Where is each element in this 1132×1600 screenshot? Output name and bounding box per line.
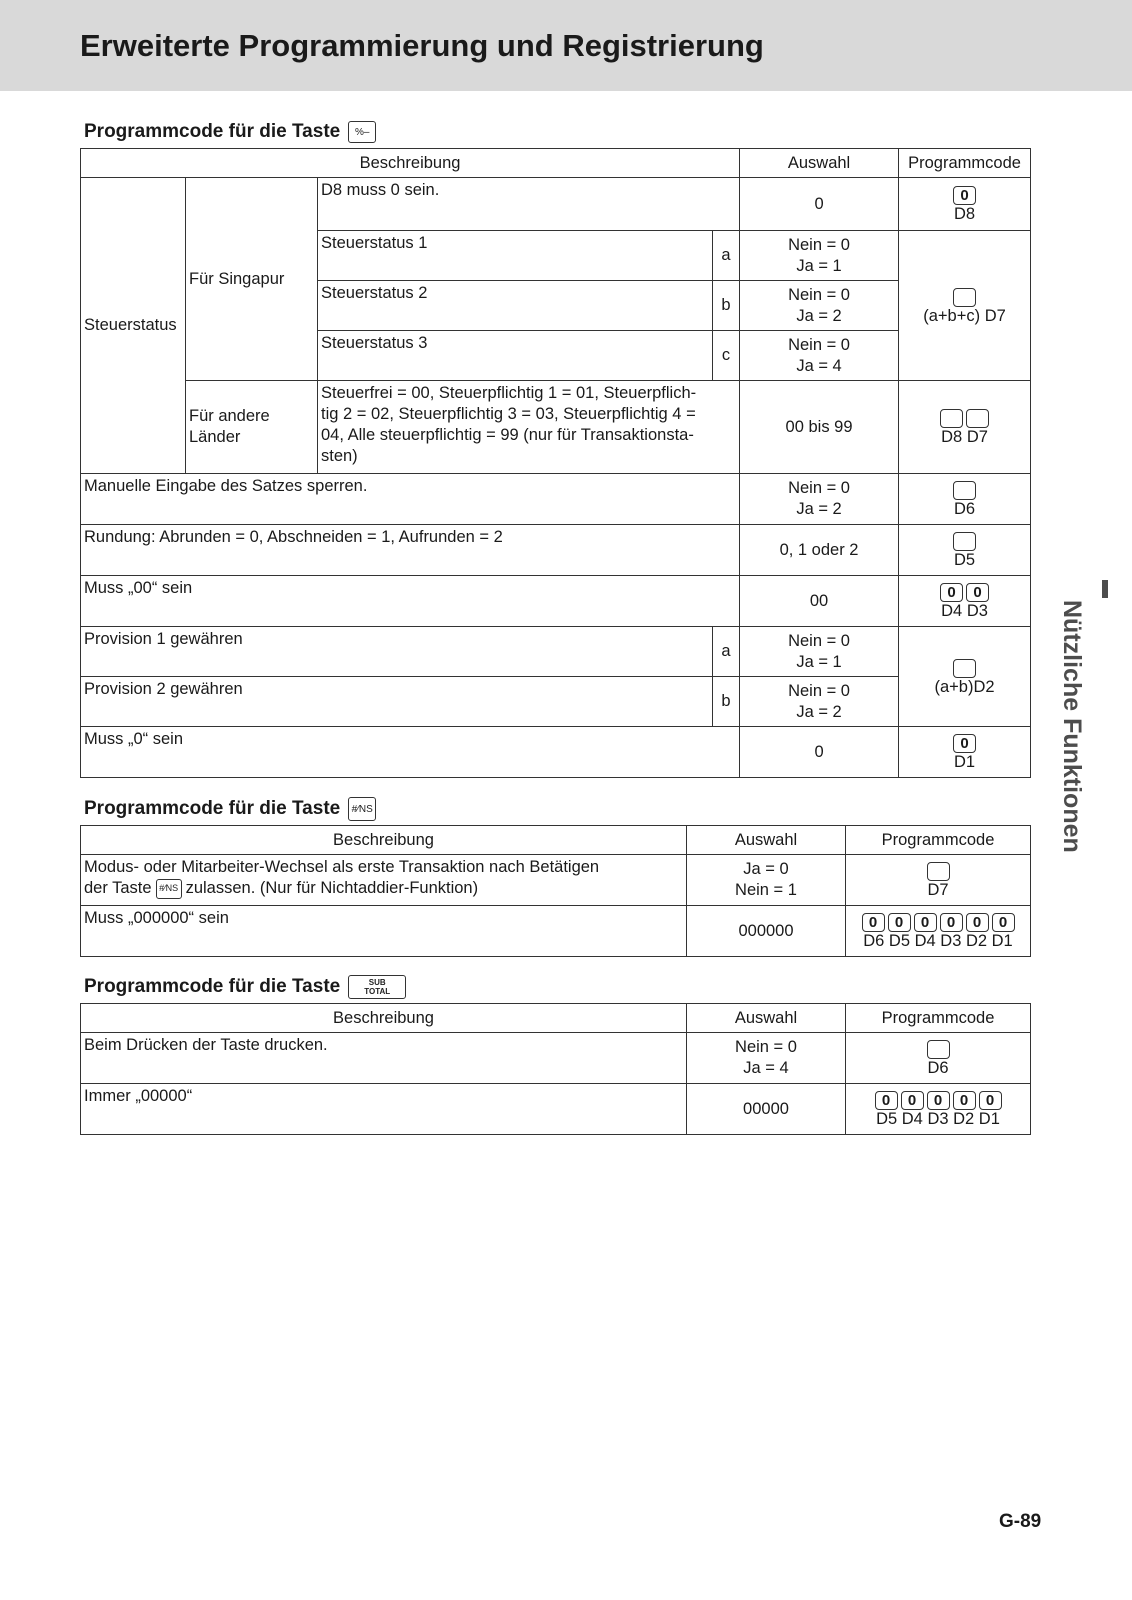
- s2-letter: b: [713, 281, 740, 331]
- digit-key-box: 0: [888, 913, 911, 932]
- header-selection: Auswahl: [740, 149, 899, 178]
- digit-position-label: D8 D7: [941, 428, 988, 446]
- table-row: [81, 474, 1031, 525]
- section-title-text: Programmcode für die Taste: [84, 976, 341, 997]
- rounding-selection: 0, 1 oder 2: [740, 525, 899, 576]
- digit-position-label: D6: [953, 500, 976, 518]
- table-row: [81, 727, 1031, 778]
- description-line: 04, Alle steuerpflichtig = 99 (nur für Transaktionsta-: [321, 426, 694, 444]
- label-line: Für andere: [189, 407, 270, 425]
- header-selection: Auswahl: [687, 826, 846, 855]
- digit-key-box: 0: [953, 186, 976, 205]
- digit-key-box: 0: [927, 1091, 950, 1110]
- rounding-description: Rundung: Abrunden = 0, Abschneiden = 1, Aufrunden = 2: [81, 525, 740, 576]
- manual-entry-code: [899, 474, 1031, 525]
- manual-entry-description: Manuelle Eingabe des Satzes sperren.: [81, 474, 740, 525]
- digit-position-label: D1: [953, 753, 976, 771]
- selection-line: Nein = 0: [788, 285, 850, 304]
- table-row: [81, 381, 1031, 474]
- header-program-code: Programmcode: [899, 149, 1031, 178]
- section-title-ns-key: [84, 797, 376, 821]
- digit-key-box: 0: [953, 734, 976, 753]
- selection-line: Nein = 0: [788, 235, 850, 254]
- s1-description: Steuerstatus 1: [318, 231, 713, 281]
- rounding-code: [899, 525, 1031, 576]
- non-add-key-icon: #⁄NS: [156, 879, 182, 899]
- percent-minus-key-icon: %–: [348, 121, 376, 143]
- digit-position-label: (a+b+c) D7: [923, 306, 1006, 325]
- other-countries-selection: 00 bis 99: [740, 381, 899, 474]
- table-header-row: [81, 826, 1031, 855]
- non-add-key-icon: #⁄NS: [348, 797, 376, 821]
- digit-key-box: 0: [901, 1091, 924, 1110]
- empty-digit-box: [927, 1040, 950, 1059]
- table-row: [81, 525, 1031, 576]
- empty-digit-box: [953, 532, 976, 551]
- must-00-code: [899, 576, 1031, 627]
- table-row: [81, 1033, 1031, 1084]
- table-row: [81, 906, 1031, 957]
- provision1-description: Provision 1 gewähren: [81, 627, 713, 677]
- selection-line: Ja = 2: [796, 500, 842, 518]
- table-row: [81, 677, 1031, 727]
- subtotal-key-icon: [348, 975, 406, 999]
- digit-key-box: 0: [966, 583, 989, 602]
- digit-key-box: 0: [862, 913, 885, 932]
- singapore-label: Für Singapur: [186, 178, 318, 381]
- steuerstatus-code: [899, 231, 1031, 381]
- provision2-selection: [740, 677, 899, 727]
- print-selection: [687, 1033, 846, 1084]
- always-00000-selection: 00000: [687, 1084, 846, 1135]
- must-000000-code: [846, 906, 1031, 957]
- must-00-selection: 00: [740, 576, 899, 627]
- selection-line: Ja = 4: [796, 356, 842, 375]
- provision2-description: Provision 2 gewähren: [81, 677, 713, 727]
- selection-line: Nein = 1: [735, 881, 797, 899]
- selection-line: Ja = 2: [796, 306, 842, 325]
- table-row: [81, 1084, 1031, 1135]
- table-header-row: [81, 1004, 1031, 1033]
- digit-position-label: D6 D5 D4 D3 D2 D1: [863, 932, 1013, 950]
- s3-letter: c: [713, 331, 740, 381]
- key-label-line: SUB: [368, 978, 386, 987]
- side-tab-marker: [1102, 580, 1108, 598]
- selection-line: Nein = 0: [788, 479, 850, 497]
- selection-line: Ja = 4: [743, 1059, 789, 1077]
- table-row: [81, 627, 1031, 677]
- digit-key-box: 0: [940, 583, 963, 602]
- digit-position-label: D5: [953, 551, 976, 569]
- s1-selection: [740, 231, 899, 281]
- page-number: G-89: [999, 1511, 1042, 1532]
- digit-position-label: D6: [927, 1059, 949, 1077]
- description-line: sten): [321, 447, 358, 465]
- section-title-percent-key: [84, 121, 376, 143]
- digit-key-box: 0: [875, 1091, 898, 1110]
- empty-digit-box: [953, 659, 976, 678]
- other-countries-description: [318, 381, 740, 474]
- subtotal-key-table: [80, 1003, 1031, 1135]
- header-program-code: Programmcode: [846, 1004, 1031, 1033]
- header-program-code: Programmcode: [846, 826, 1031, 855]
- must-000000-description: Muss „000000“ sein: [81, 906, 687, 957]
- empty-digit-box: [953, 288, 976, 307]
- s3-description: Steuerstatus 3: [318, 331, 713, 381]
- digit-key-box: 0: [966, 913, 989, 932]
- provision-code: [899, 627, 1031, 727]
- digit-key-box: 0: [992, 913, 1015, 932]
- digit-key-box: 0: [953, 1091, 976, 1110]
- digit-position-label: D5 D4 D3 D2 D1: [876, 1110, 1000, 1128]
- description-line: Steuerfrei = 00, Steuerpflichtig 1 = 01, Steuerpflich-: [321, 384, 697, 402]
- always-00000-description: Immer „00000“: [81, 1084, 687, 1135]
- d8-description: D8 muss 0 sein.: [318, 178, 740, 231]
- description-line: der Taste: [84, 879, 152, 897]
- must-0-selection: 0: [740, 727, 899, 778]
- s3-selection: [740, 331, 899, 381]
- must-00-description: Muss „00“ sein: [81, 576, 740, 627]
- provision2-letter: b: [713, 677, 740, 727]
- digit-position-label: D8: [953, 205, 976, 223]
- s1-letter: a: [713, 231, 740, 281]
- header-description: Beschreibung: [81, 826, 687, 855]
- digit-key-box: 0: [979, 1091, 1002, 1110]
- digit-position-label: D7: [927, 881, 949, 899]
- provision1-selection: [740, 627, 899, 677]
- description-line: zulassen. (Nur für Nichtaddier-Funktion): [185, 879, 479, 897]
- selection-line: Nein = 0: [788, 631, 850, 650]
- digit-position-label: D4 D3: [941, 602, 988, 620]
- digit-position-label: (a+b)D2: [934, 677, 995, 696]
- key-label-line: TOTAL: [364, 987, 391, 996]
- selection-line: Nein = 0: [735, 1038, 797, 1056]
- table-row: [81, 178, 1031, 231]
- section-title-text: Programmcode für die Taste: [84, 798, 341, 819]
- table-row: [81, 855, 1031, 906]
- selection-line: Nein = 0: [788, 335, 850, 354]
- empty-digit-box: [927, 862, 950, 881]
- description-line: tig 2 = 02, Steuerpflichtig 3 = 03, Steuerpflichtig 4 =: [321, 405, 696, 423]
- percent-key-table: [80, 148, 1031, 778]
- label-line: Länder: [189, 428, 241, 446]
- d8-selection: 0: [740, 178, 899, 231]
- must-000000-selection: 000000: [687, 906, 846, 957]
- s2-description: Steuerstatus 2: [318, 281, 713, 331]
- selection-line: Ja = 1: [796, 652, 842, 671]
- selection-line: Nein = 0: [788, 681, 850, 700]
- header-description: Beschreibung: [81, 1004, 687, 1033]
- side-section-label: Nützliche Funktionen: [1058, 600, 1086, 853]
- empty-digit-box: [953, 481, 976, 500]
- steuerstatus-label: Steuerstatus: [81, 178, 186, 474]
- header-description: Beschreibung: [81, 149, 740, 178]
- digit-key-box: 0: [940, 913, 963, 932]
- mode-change-code: [846, 855, 1031, 906]
- empty-digit-box: [966, 409, 989, 428]
- page-title: Erweiterte Programmierung und Registrierung: [80, 28, 764, 63]
- table-header-row: [81, 149, 1031, 178]
- must-0-code: [899, 727, 1031, 778]
- manual-entry-selection: [740, 474, 899, 525]
- selection-line: Ja = 0: [743, 860, 789, 878]
- print-code: [846, 1033, 1031, 1084]
- always-00000-code: [846, 1084, 1031, 1135]
- table-row: [81, 576, 1031, 627]
- selection-line: Ja = 1: [796, 256, 842, 275]
- description-line: Modus- oder Mitarbeiter-Wechsel als erste Transaktion nach Betätigen: [84, 858, 600, 876]
- section-title-text: Programmcode für die Taste: [84, 121, 341, 142]
- selection-line: Ja = 2: [796, 702, 842, 721]
- print-description: Beim Drücken der Taste drucken.: [81, 1033, 687, 1084]
- other-countries-label: [186, 381, 318, 474]
- must-0-description: Muss „0“ sein: [81, 727, 740, 778]
- mode-change-description: [81, 855, 687, 906]
- digit-key-box: 0: [914, 913, 937, 932]
- section-title-subtotal-key: [84, 975, 406, 999]
- header-selection: Auswahl: [687, 1004, 846, 1033]
- empty-digit-box: [940, 409, 963, 428]
- other-countries-code: [899, 381, 1031, 474]
- provision1-letter: a: [713, 627, 740, 677]
- ns-key-table: [80, 825, 1031, 957]
- s2-selection: [740, 281, 899, 331]
- mode-change-selection: [687, 855, 846, 906]
- d8-code: [899, 178, 1031, 231]
